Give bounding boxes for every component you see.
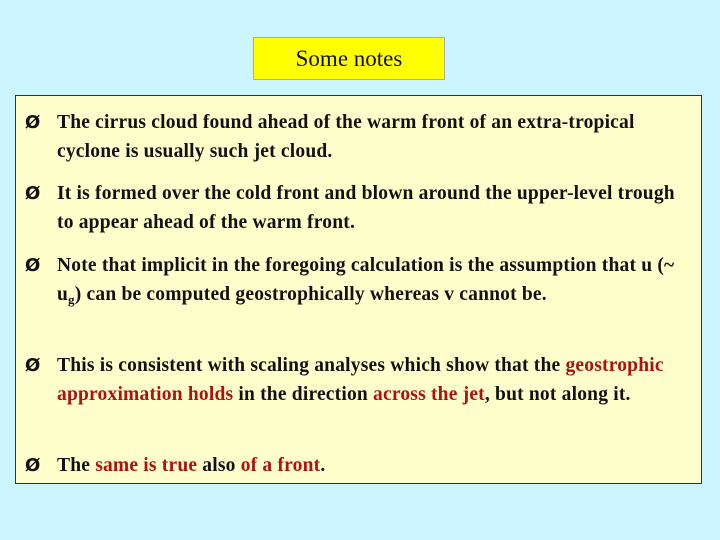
- bullet-3: [25, 251, 685, 309]
- bullet-1-text: The cirrus cloud found ahead of the warm front of an extra-tropical cyclone is usually such jet cloud.: [57, 112, 635, 162]
- bullet-2: [25, 179, 685, 237]
- bullet-5: [25, 451, 685, 480]
- bullet-4-seg-3: , but not along it.: [484, 384, 631, 405]
- bullet-3-text: [57, 251, 685, 309]
- slide-title-text: Some notes: [295, 45, 403, 71]
- bullet-3-subscript: g: [68, 292, 75, 307]
- arrow-bullet-icon: Ø: [25, 183, 41, 204]
- bullet-4-highlight-2: across the jet: [373, 384, 485, 405]
- bullet-5-seg-3: .: [320, 455, 326, 476]
- arrow-bullet-icon: Ø: [25, 355, 41, 376]
- bullet-4-highlight-1: geostrophic approximation holds: [57, 355, 664, 405]
- arrow-bullet-icon: Ø: [25, 455, 41, 476]
- bullet-5-highlight-2: of a front: [240, 455, 321, 476]
- bullet-1: [25, 108, 685, 166]
- bullet-5-seg-2: also: [197, 455, 241, 476]
- bullet-3-part-2: ) can be computed geostrophically whereas v cannot be.: [74, 284, 547, 305]
- bullet-2-text: It is formed over the cold front and blown around the upper-level trough to appear ahead of the warm front.: [57, 183, 675, 233]
- bullet-4-text: [57, 351, 685, 409]
- slide-title: [253, 37, 445, 80]
- arrow-bullet-icon: Ø: [25, 255, 41, 276]
- arrow-bullet-icon: Ø: [25, 112, 41, 133]
- bullet-4: [25, 351, 685, 409]
- bullet-3-part-1: Note that implicit in the foregoing calculation is the assumption that u (~ u: [57, 255, 675, 305]
- bullet-5-seg-1: The: [57, 455, 96, 476]
- bullet-5-text: [57, 451, 685, 480]
- bullet-4-seg-1: This is consistent with scaling analyses which show that the: [57, 355, 566, 376]
- bullet-5-highlight-1: same is true: [95, 455, 198, 476]
- notes-panel: [15, 95, 702, 484]
- bullet-4-seg-2: in the direction: [233, 384, 374, 405]
